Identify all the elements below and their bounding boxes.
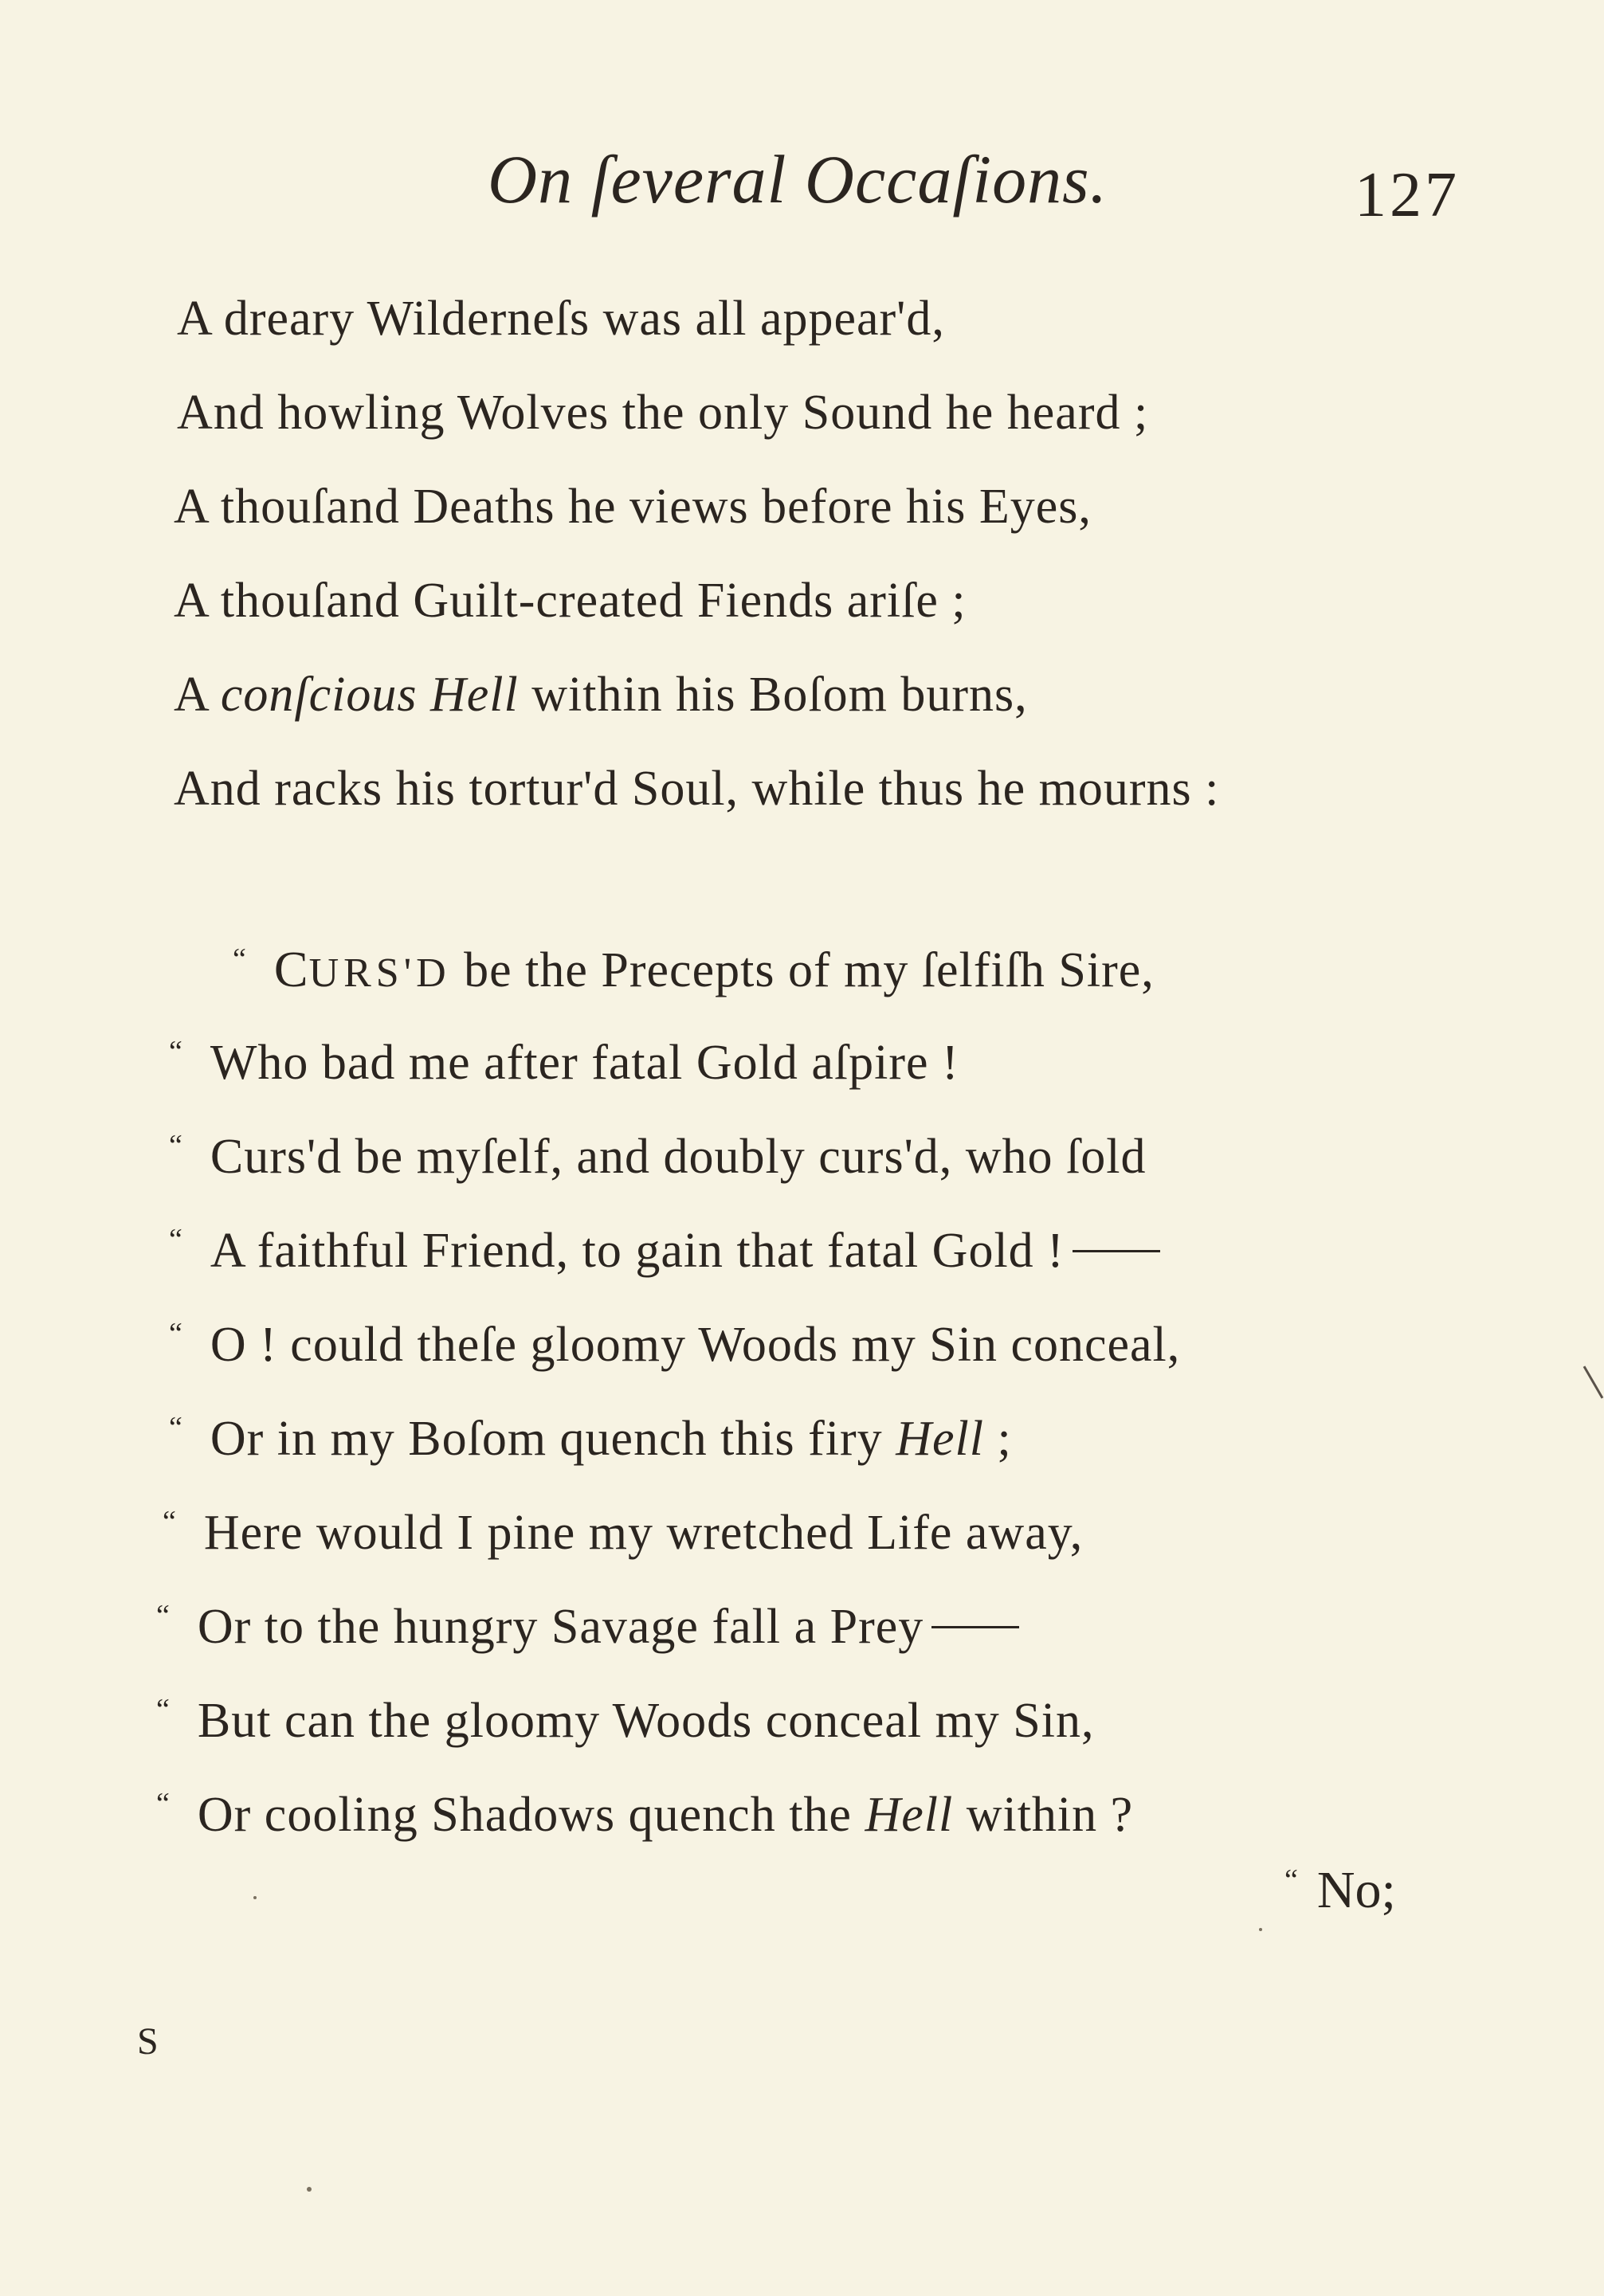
quote-mark: “ (1284, 1863, 1298, 1897)
em-dash-rule (1073, 1250, 1160, 1252)
quote-mark: “ (163, 1505, 177, 1538)
ink-speck (307, 2187, 312, 2192)
verse-line: “ Or cooling Shadows quench the Hell within ? (156, 1787, 1134, 1842)
running-head: On ſeveral Occaſions. (488, 141, 1108, 217)
quote-mark: “ (233, 942, 247, 976)
verse-line: “ But can the gloomy Woods conceal my Sin, (156, 1693, 1095, 1748)
quote-mark: “ (169, 1223, 183, 1256)
verse-line: And racks his tortur'd Soul, while thus he mourns : (174, 762, 1220, 816)
verse-line: A thouſand Deaths he views before his Eyes, (174, 480, 1092, 534)
verse-line: “ A faithful Friend, to gain that fatal Gold ! (169, 1222, 1160, 1279)
verse-line: A dreary Wilderneſs was all appear'd, (177, 292, 945, 346)
page-number: 127 (1355, 160, 1460, 230)
verse-line: “ Here would I pine my wretched Life away, (163, 1505, 1084, 1560)
verse-line: A conſcious Hell within his Boſom burns, (174, 668, 1028, 722)
verse-line-first: “ CURS'D be the Precepts of my ſelfiſh Sire, (233, 941, 1155, 997)
catchword: “ No; (1284, 1861, 1396, 1919)
stray-mark (1583, 1365, 1604, 1398)
quote-mark: “ (169, 1129, 183, 1162)
ink-speck (253, 1896, 257, 1899)
quote-mark: “ (169, 1035, 183, 1068)
verse-line: “ Who bad me after fatal Gold aſpire ! (169, 1035, 959, 1090)
verse-line: And howling Wolves the only Sound he heard ; (177, 386, 1149, 440)
ink-speck (1259, 1928, 1262, 1931)
quote-mark: “ (169, 1317, 183, 1350)
verse-line: “ Or to the hungry Savage fall a Prey (156, 1598, 1019, 1655)
quote-mark: “ (169, 1411, 183, 1444)
quote-mark: “ (156, 1693, 171, 1726)
em-dash-rule (931, 1626, 1019, 1628)
verse-line: “ O ! could theſe gloomy Woods my Sin conceal, (169, 1317, 1181, 1372)
quote-mark: “ (156, 1599, 171, 1632)
quote-mark: “ (156, 1787, 171, 1820)
verse-line: A thouſand Guilt-created Fiends ariſe ; (174, 574, 967, 628)
verse-line: “ Or in my Boſom quench this firy Hell ; (169, 1411, 1012, 1466)
verse-line: “ Curs'd be myſelf, and doubly curs'd, who ſold (169, 1129, 1147, 1184)
signature-mark: S (137, 2020, 159, 2063)
